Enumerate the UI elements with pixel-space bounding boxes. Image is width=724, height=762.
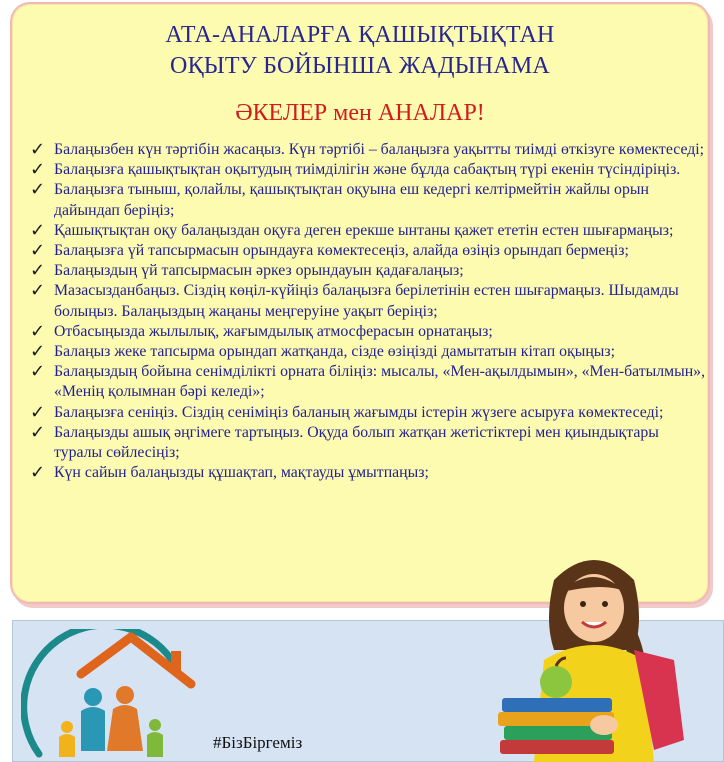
check-icon: ✓	[30, 179, 46, 201]
list-item	[28, 322, 706, 342]
memo-title-line-1: АТА-АНАЛАРҒА ҚАШЫҚТЫҚТАН	[165, 22, 555, 48]
memo-subtitle: ӘКЕЛЕР мен АНАЛАР!	[235, 100, 485, 126]
check-icon: ✓	[30, 159, 46, 181]
list-item-text: Күн сайын балаңызды құшақтап, мақтауды ұмытпаңыз;	[54, 464, 429, 482]
list-item-text: Балаңыздың үй тапсырмасын әркез орындауын қадағалаңыз;	[54, 262, 464, 280]
list-item	[28, 241, 706, 261]
list-item-text: Отбасыңызда жылылық, жағымдылық атмосферасын орнатаңыз;	[54, 322, 493, 340]
list-item-text: Қашықтықтан оқу балаңыздан оқуға деген ерекше ынтаны қажет ететін естен шығармаңыз;	[54, 221, 674, 239]
check-icon: ✓	[30, 240, 46, 262]
list-item-text: Балаңызға тыныш, қолайлы, қашықтықтан оқуына еш кедергі келтірмейтін жайлы орын дайындап беріңіз;	[54, 181, 649, 219]
list-item	[28, 180, 706, 220]
memo-card	[10, 2, 710, 604]
check-icon: ✓	[30, 341, 46, 363]
check-icon: ✓	[30, 219, 46, 241]
check-icon: ✓	[30, 462, 46, 484]
list-item	[28, 261, 706, 281]
list-item	[28, 463, 706, 483]
list-item-text: Балаңыздың бойына сенімділікті орната біліңіз: мысалы, «Мен-ақылдымын», «Мен-батылмын», «Менің қолымнан бәрі келеді»;	[54, 363, 706, 401]
advice-list	[28, 140, 706, 483]
hashtag-label: #БізБіргеміз	[213, 733, 303, 752]
list-item-text: Мазасызданбаңыз. Сіздің көңіл-күйіңіз балаңызға берілетінін естен шығармаңыз. Шыдамды болыңыз. Балаңыздың жаңаны меңгеруіне уақыт беріңіз;	[54, 282, 679, 320]
list-item-text: Балаңызбен күн тәртібін жасаңыз. Күн тәртібі – балаңызға уақытты тиімді өткізуге көмектеседі;	[54, 141, 705, 158]
check-icon: ✓	[30, 280, 46, 302]
check-icon: ✓	[30, 361, 46, 383]
list-item	[28, 403, 706, 423]
list-item	[28, 140, 706, 160]
list-item-text: Балаңызға үй тапсырмасын орындауға көмектесеңіз, алайда өзіңіз орындап бермеңіз;	[54, 242, 629, 260]
memo-title-line-2: ОҚЫТУ БОЙЫНША ЖАДЫНАМА	[170, 53, 550, 79]
list-item-text: Балаңызға сеніңіз. Сіздің сеніміңіз баланың жағымды істерін жүзеге асыруға көмектеседі;	[54, 403, 664, 421]
list-item	[28, 160, 706, 180]
schoolgirl-with-books-illustration	[484, 540, 704, 762]
list-item-text: Балаңызға қашықтықтан оқытудың тиімділігін және бұлда сабақтың түрі екенін түсіндіріңіз.	[54, 161, 681, 179]
check-icon: ✓	[30, 401, 46, 423]
list-item	[28, 342, 706, 362]
check-icon: ✓	[30, 139, 46, 160]
list-item	[28, 221, 706, 241]
family-house-logo-icon	[21, 629, 211, 759]
list-item-text: Балаңыз жеке тапсырма орындап жатқанда, сізде өзіңізді дамытатын кітап оқыңыз;	[54, 343, 616, 361]
list-item	[28, 362, 706, 402]
list-item-text: Балаңызды ашық әңгімеге тартыңыз. Оқуда болып жатқан жетістіктері мен қиындықтары туралы сөйлесіңіз;	[54, 423, 659, 462]
check-icon: ✓	[30, 320, 46, 342]
list-item	[28, 423, 706, 463]
check-icon: ✓	[30, 260, 46, 282]
check-icon: ✓	[30, 421, 46, 443]
list-item	[28, 281, 706, 321]
